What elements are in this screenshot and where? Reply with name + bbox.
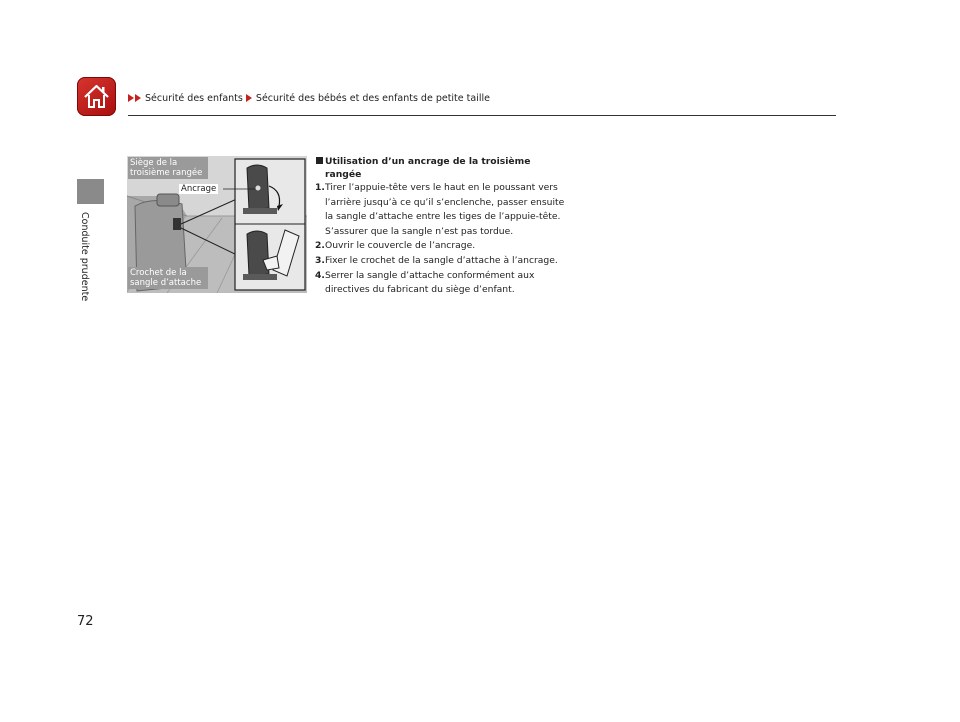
callout-tether-hook: Crochet de la sangle d’attache	[128, 267, 208, 289]
side-tab-marker[interactable]	[77, 179, 104, 204]
page-number: 72	[77, 614, 94, 629]
step-item: 3. Fixer le crochet de la sangle d’attache à l’ancrage.	[315, 254, 558, 266]
section-title: Utilisation d’un ancrage de la troisième rangée	[316, 155, 566, 181]
third-row-anchor-section	[316, 155, 566, 298]
home-button[interactable]	[77, 77, 116, 116]
breadcrumb-item-child-safety[interactable]: Sécurité des enfants	[145, 93, 243, 104]
triangle-right-icon	[128, 94, 134, 102]
square-bullet-icon	[316, 157, 323, 164]
home-icon	[82, 82, 111, 111]
triangle-right-icon	[135, 94, 141, 102]
breadcrumb-item-infant-safety[interactable]: Sécurité des bébés et des enfants de petite taille	[255, 93, 490, 104]
side-tab-label: Conduite prudente	[79, 212, 90, 302]
callout-anchor: Ancrage	[181, 184, 217, 194]
step-item: 1. Tirer l’appuie-tête vers le haut en le poussant vers l’arrière jusqu’à ce qu’il s’enclenche, passer ensuite la sangle d’attache entre les tiges de l’appuie-tête. S’assurer que la sangle n’est pas tordue.	[315, 182, 565, 237]
anchor-illustration	[127, 156, 307, 293]
header-divider	[128, 115, 836, 116]
breadcrumb	[128, 93, 490, 104]
step-item: 4. Serrer la sangle d’attache conformément aux directives du fabricant du siège d’enfant.	[315, 269, 535, 296]
callout-third-row-seat: Siège de la troisième rangée	[128, 157, 208, 179]
triangle-right-icon	[246, 94, 252, 102]
step-item: 2. Ouvrir le couvercle de l’ancrage.	[315, 240, 476, 252]
